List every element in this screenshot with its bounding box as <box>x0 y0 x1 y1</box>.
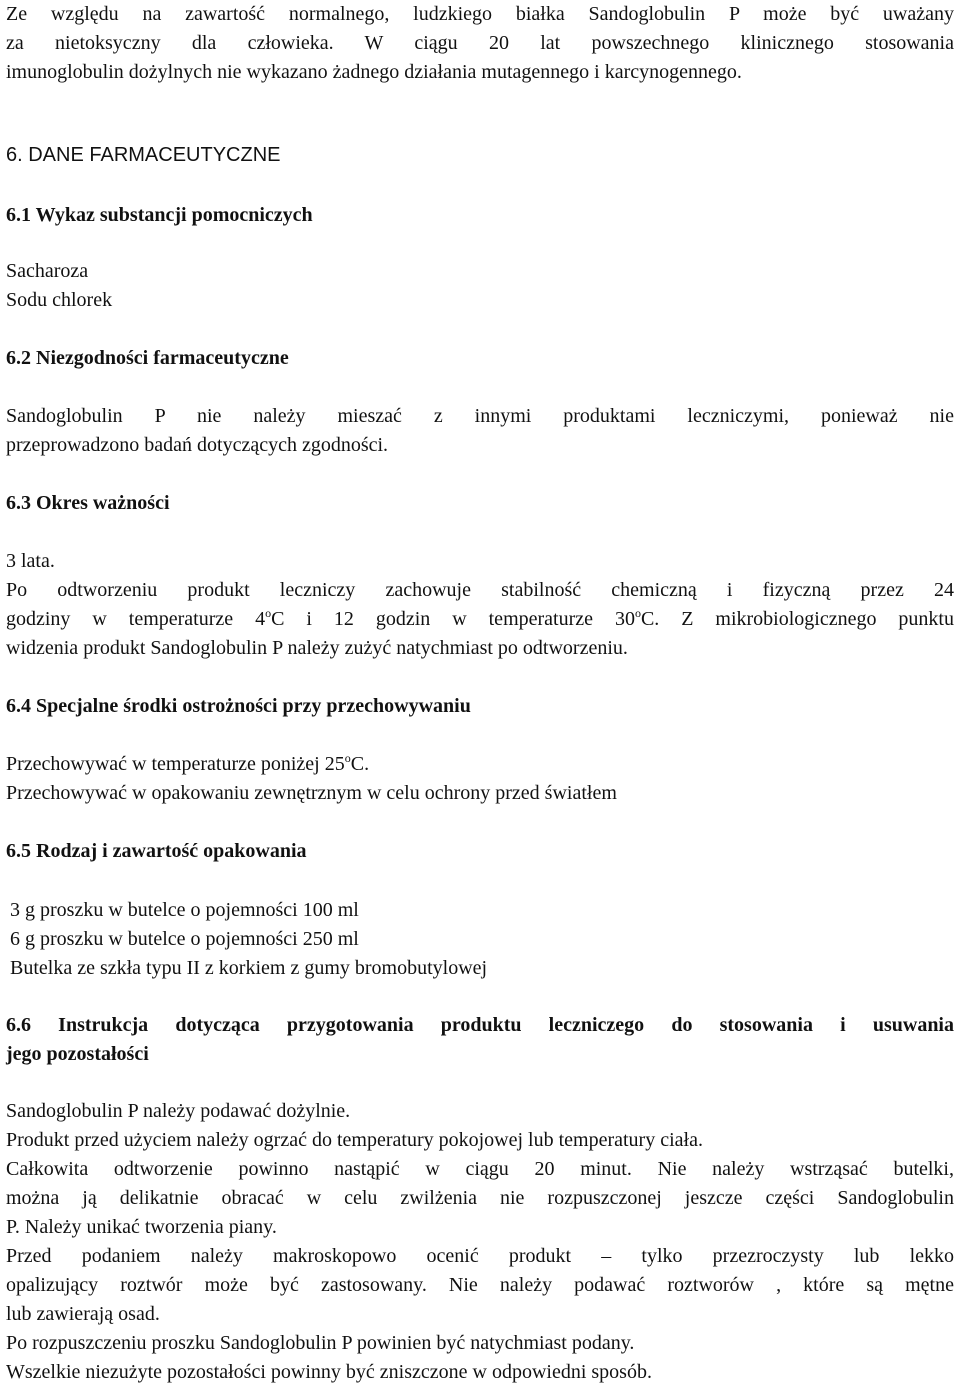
s66-heading-line-2: jego pozostałości <box>6 1043 149 1065</box>
s66-line-4: można ją delikatnie obracać w celu zwilżenia nie rozpuszczonej jeszcze części Sandoglobulin <box>6 1187 954 1209</box>
intro-line-1: Ze względu na zawartość normalnego, ludzkiego białka Sandoglobulin P może być uważany <box>6 3 954 25</box>
s63-line-3: widzenia produkt Sandoglobulin P należy zużyć natychmiast po odtworzeniu. <box>6 637 628 659</box>
s66-line-9: Po rozpuszczeniu proszku Sandoglobulin P powinien być natychmiast podany. <box>6 1332 635 1354</box>
s65-heading: 6.5 Rodzaj i zawartość opakowania <box>6 840 307 862</box>
s66-line-5: P. Należy unikać tworzenia piany. <box>6 1216 277 1238</box>
degree-sup: o <box>344 751 351 765</box>
s64-line-1-part-b: C. <box>350 753 370 775</box>
s66-line-3: Całkowita odtworzenie powinno nastąpić w ciągu 20 minut. Nie należy wstrząsać butelki, <box>6 1158 954 1180</box>
s63-line-2 <box>6 607 954 631</box>
s66-line-2: Produkt przed użyciem należy ogrzać do temperatury pokojowej lub temperatury ciała. <box>6 1129 703 1151</box>
degree-sup: o <box>265 606 272 620</box>
s63-line-2-part-a: godziny w temperaturze 4 <box>6 608 266 630</box>
s62-line-2: przeprowadzono badań dotyczących zgodności. <box>6 434 389 456</box>
s64-line-1-part-a: Przechowywać w temperaturze poniżej 25 <box>6 753 345 775</box>
s65-line-3: Butelka ze szkła typu II z korkiem z gumy bromobutylowej <box>10 957 488 979</box>
s65-line-1: 3 g proszku w butelce o pojemności 100 ml <box>10 899 359 921</box>
s64-line-1 <box>6 752 369 776</box>
s63-shelf-life: 3 lata. <box>6 550 55 572</box>
degree-sup: o <box>634 606 641 620</box>
s63-line-2-part-c: C. Z mikrobiologicznego punktu <box>640 608 954 630</box>
s63-line-1: Po odtworzeniu produkt leczniczy zachowuje stabilność chemiczną i fizyczną przez 24 <box>6 579 954 601</box>
s62-line-1: Sandoglobulin P nie należy mieszać z innymi produktami leczniczymi, ponieważ nie <box>6 405 954 427</box>
s66-line-1: Sandoglobulin P należy podawać dożylnie. <box>6 1100 351 1122</box>
s61-heading: 6.1 Wykaz substancji pomocniczych <box>6 204 313 226</box>
s66-line-10: Wszelkie niezużyte pozostałości powinny być zniszczone w odpowiedni sposób. <box>6 1361 652 1383</box>
s66-heading-line-1: 6.6 Instrukcja dotycząca przygotowania produktu leczniczego do stosowania i usuwania <box>6 1014 954 1036</box>
s66-line-8: lub zawierają osad. <box>6 1303 160 1325</box>
s66-line-7: opalizujący roztwór może być zastosowany. Nie należy podawać roztworów , które są mętne <box>6 1274 954 1296</box>
s65-line-2: 6 g proszku w butelce o pojemności 250 ml <box>10 928 359 950</box>
s64-heading: 6.4 Specjalne środki ostrożności przy przechowywaniu <box>6 695 471 717</box>
intro-line-2: za nietoksyczny dla człowieka. W ciągu 20 lat powszechnego klinicznego stosowania <box>6 32 954 54</box>
s63-heading: 6.3 Okres ważności <box>6 492 170 514</box>
s66-line-6: Przed podaniem należy makroskopowo ocenić produkt – tylko przezroczysty lub lekko <box>6 1245 954 1267</box>
s62-heading: 6.2 Niezgodności farmaceutyczne <box>6 347 289 369</box>
section-6-title: 6. DANE FARMACEUTYCZNE <box>6 144 281 166</box>
s64-line-2: Przechowywać w opakowaniu zewnętrznym w celu ochrony przed światłem <box>6 782 617 804</box>
intro-line-3: imunoglobulin dożylnych nie wykazano żadnego działania mutagennego i karcynogennego. <box>6 61 742 83</box>
s63-line-2-part-b: C i 12 godzin w temperaturze 30 <box>271 608 635 630</box>
s61-item-2: Sodu chlorek <box>6 289 113 311</box>
s61-item-1: Sacharoza <box>6 260 89 282</box>
